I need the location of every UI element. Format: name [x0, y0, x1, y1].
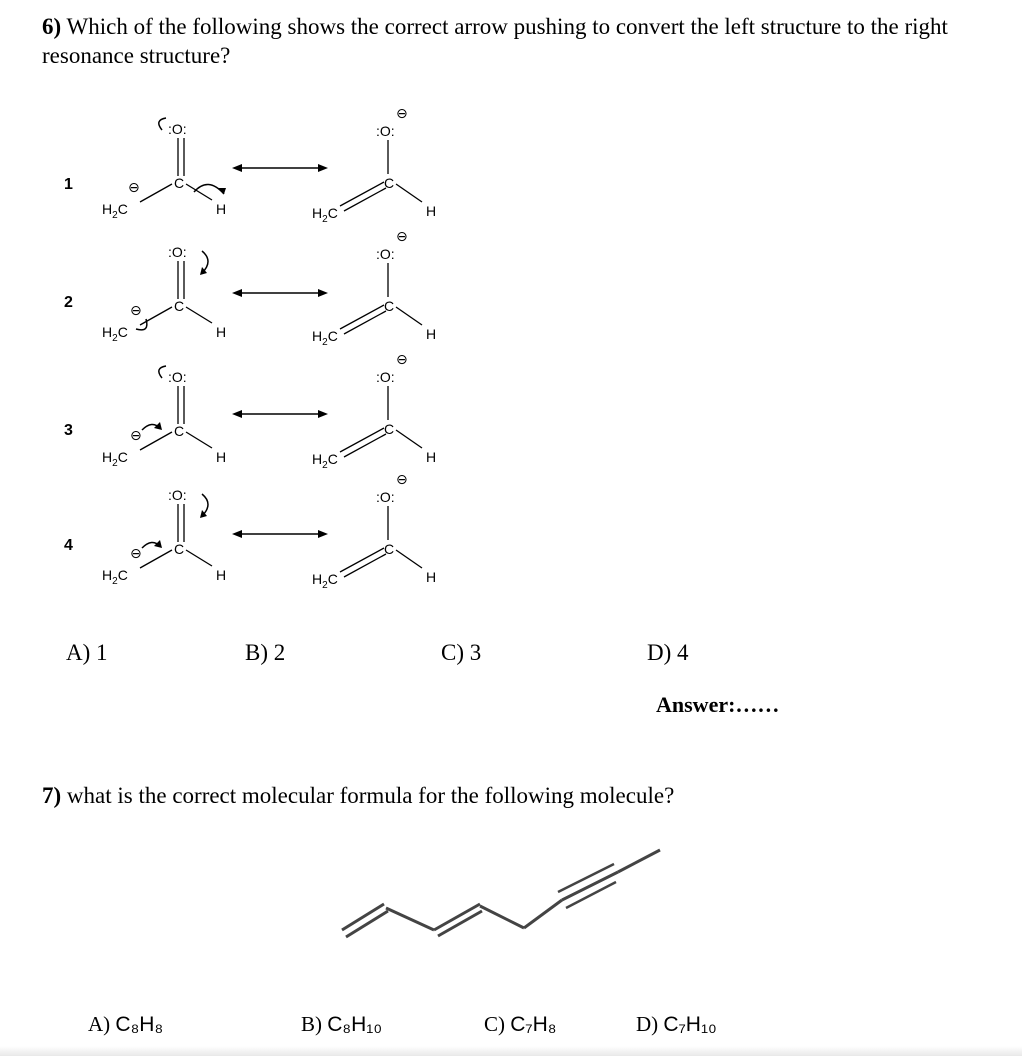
oxygen-label: :O: — [376, 369, 395, 385]
ch2-label: $H_2C$ — [102, 324, 128, 344]
choice-formula: C₇H₈ — [510, 1013, 557, 1036]
oxygen-label: :O: — [376, 246, 395, 262]
resonance-structure-drawing-3 — [90, 351, 470, 471]
row-label-3: 3 — [64, 422, 73, 439]
choice-letter: A) — [88, 1012, 111, 1036]
question-7-number: 7) — [42, 783, 62, 808]
choice-letter: D) — [636, 1012, 659, 1036]
oxygen-label: :O: — [168, 487, 187, 503]
q6-choice-b[interactable] — [245, 640, 285, 666]
question-7-text — [42, 781, 674, 810]
resonance-structure-drawing-2 — [90, 228, 470, 348]
choice-value: 1 — [96, 640, 108, 665]
resonance-structure-drawing-1 — [90, 105, 470, 225]
carbanion-charge-icon: ⊖ — [130, 427, 142, 443]
carbanion-charge-icon: ⊖ — [130, 545, 142, 561]
carbon-label: C — [384, 175, 395, 191]
resonance-structure-row-1 — [90, 105, 470, 225]
oxygen-charge-icon: ⊖ — [396, 228, 408, 244]
carbonyl-carbon-label: C — [174, 175, 185, 191]
ch2-label: $H_2C$ — [312, 571, 338, 591]
resonance-structure-row-4 — [90, 471, 470, 591]
carbon-label: C — [384, 541, 395, 557]
carbon-label: C — [384, 298, 395, 314]
hydrogen-label: H — [426, 203, 437, 219]
question-6-prompt: Which of the following shows the correct arrow pushing to convert the left structure to the right resonance structure? — [42, 14, 948, 68]
resonance-structure-row-2 — [90, 228, 470, 348]
hydrogen-label: H — [216, 449, 227, 465]
carbanion-charge-icon: ⊖ — [130, 302, 142, 318]
oxygen-label: :O: — [168, 244, 187, 260]
question-7-prompt: what is the correct molecular formula for the following molecule? — [66, 783, 675, 808]
choice-formula: C₈H₁₀ — [327, 1013, 383, 1036]
oxygen-label: :O: — [376, 123, 395, 139]
row-label-4: 4 — [64, 537, 73, 554]
row-label-2: 2 — [64, 294, 73, 311]
oxygen-charge-icon: ⊖ — [396, 471, 408, 487]
ch2-label: $H_2C$ — [312, 205, 338, 225]
ch2-label: $H_2C$ — [312, 451, 338, 471]
row-label-1: 1 — [64, 176, 73, 193]
oxygen-label: :O: — [168, 369, 187, 385]
oxygen-charge-icon: ⊖ — [396, 351, 408, 367]
ch2-label: $H_2C$ — [102, 449, 128, 469]
oxygen-label: :O: — [376, 489, 395, 505]
q7-choice-d[interactable] — [636, 1012, 717, 1037]
skeletal-molecule-drawing — [330, 838, 670, 948]
hydrogen-label: H — [216, 324, 227, 340]
carbonyl-carbon-label: C — [174, 423, 185, 439]
answer-field[interactable]: Answer:…… — [656, 692, 780, 717]
q7-choice-c[interactable] — [484, 1012, 557, 1037]
hydrogen-label: H — [426, 449, 437, 465]
oxygen-label: :O: — [168, 121, 187, 137]
choice-letter: D) — [647, 640, 672, 665]
resonance-structure-drawing-4 — [90, 471, 470, 591]
q6-choice-c[interactable] — [441, 640, 481, 666]
ch2-label: $H_2C$ — [102, 201, 128, 221]
question-6-number: 6) — [42, 14, 62, 39]
choice-formula: C₇H₁₀ — [663, 1013, 717, 1036]
choice-value: 2 — [273, 640, 286, 665]
choice-letter: B) — [301, 1012, 322, 1036]
q7-choice-b[interactable] — [301, 1012, 382, 1037]
skeletal-molecule — [330, 838, 670, 953]
hydrogen-label: H — [216, 567, 227, 583]
q6-choice-d[interactable] — [647, 640, 689, 666]
choice-value: 3 — [469, 640, 482, 665]
choice-formula: C₈H₈ — [115, 1013, 164, 1036]
choice-value: 4 — [677, 640, 689, 665]
ch2-label: $H_2C$ — [312, 328, 338, 348]
carbanion-charge-icon: ⊖ — [128, 179, 140, 195]
q6-choice-a[interactable] — [66, 640, 108, 666]
q7-choice-a[interactable] — [88, 1012, 163, 1037]
carbonyl-carbon-label: C — [174, 298, 185, 314]
choice-letter: B) — [245, 640, 268, 665]
oxygen-charge-icon: ⊖ — [396, 105, 408, 121]
carbonyl-carbon-label: C — [174, 541, 185, 557]
page-bottom-shadow — [0, 1046, 1022, 1056]
hydrogen-label: H — [426, 569, 437, 585]
question-6-text — [42, 12, 1002, 70]
choice-letter: C) — [484, 1012, 505, 1036]
choice-letter: A) — [66, 640, 91, 665]
carbon-label: C — [384, 421, 395, 437]
ch2-label: $H_2C$ — [102, 567, 128, 587]
hydrogen-label: H — [426, 326, 437, 342]
choice-letter: C) — [441, 640, 464, 665]
hydrogen-label: H — [216, 201, 227, 217]
resonance-structure-row-3 — [90, 351, 470, 471]
